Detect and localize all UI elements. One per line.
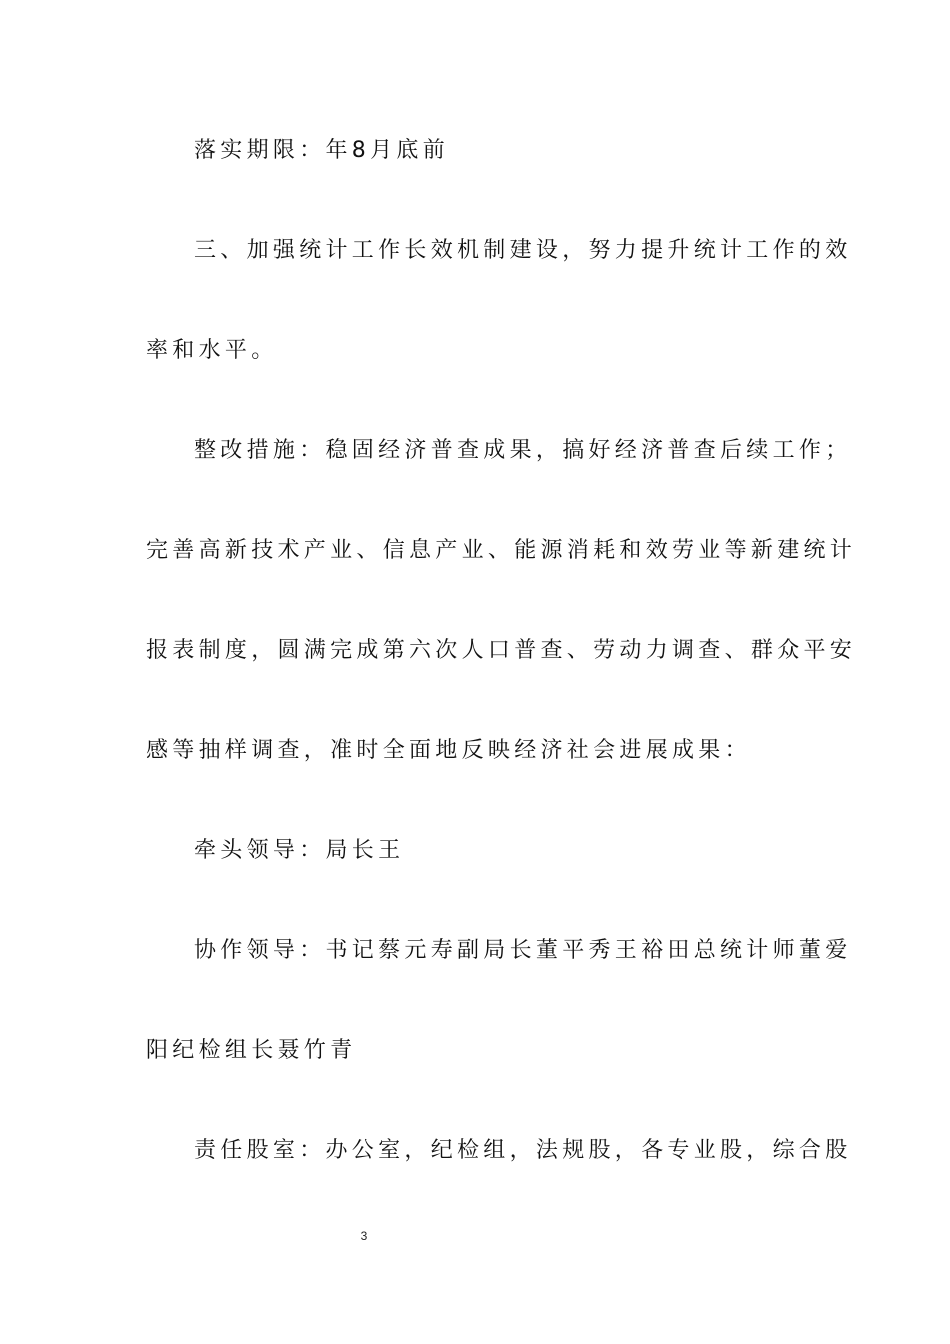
page-number: 3 [360,1229,368,1243]
deadline-line: 落实期限：年8月底前 [194,138,449,163]
measures-paragraph-line-3: 报表制度，圆满完成第六次人口普查、劳动力调查、群众平安 [146,638,857,663]
measures-paragraph-line-1: 整改措施：稳固经济普查成果，搞好经济普查后续工作； [194,438,852,463]
measures-paragraph-line-4: 感等抽样调查，准时全面地反映经济社会进展成果： [146,738,751,763]
assisting-leaders-line-2: 阳纪检组长聂竹青 [146,1038,357,1063]
section-three-heading: 三、加强统计工作长效机制建设，努力提升统计工作的效 [194,238,852,263]
measures-paragraph-line-2: 完善高新技术产业、信息产业、能源消耗和效劳业等新建统计 [146,538,857,563]
lead-leader-line: 牵头领导：局长王 [194,838,405,863]
section-three-heading-continued: 率和水平。 [146,338,278,363]
responsible-offices-line: 责任股室：办公室，纪检组，法规股，各专业股，综合股 [194,1138,852,1163]
assisting-leaders-line-1: 协作领导：书记蔡元寿副局长董平秀王裕田总统计师董爱 [194,938,852,963]
